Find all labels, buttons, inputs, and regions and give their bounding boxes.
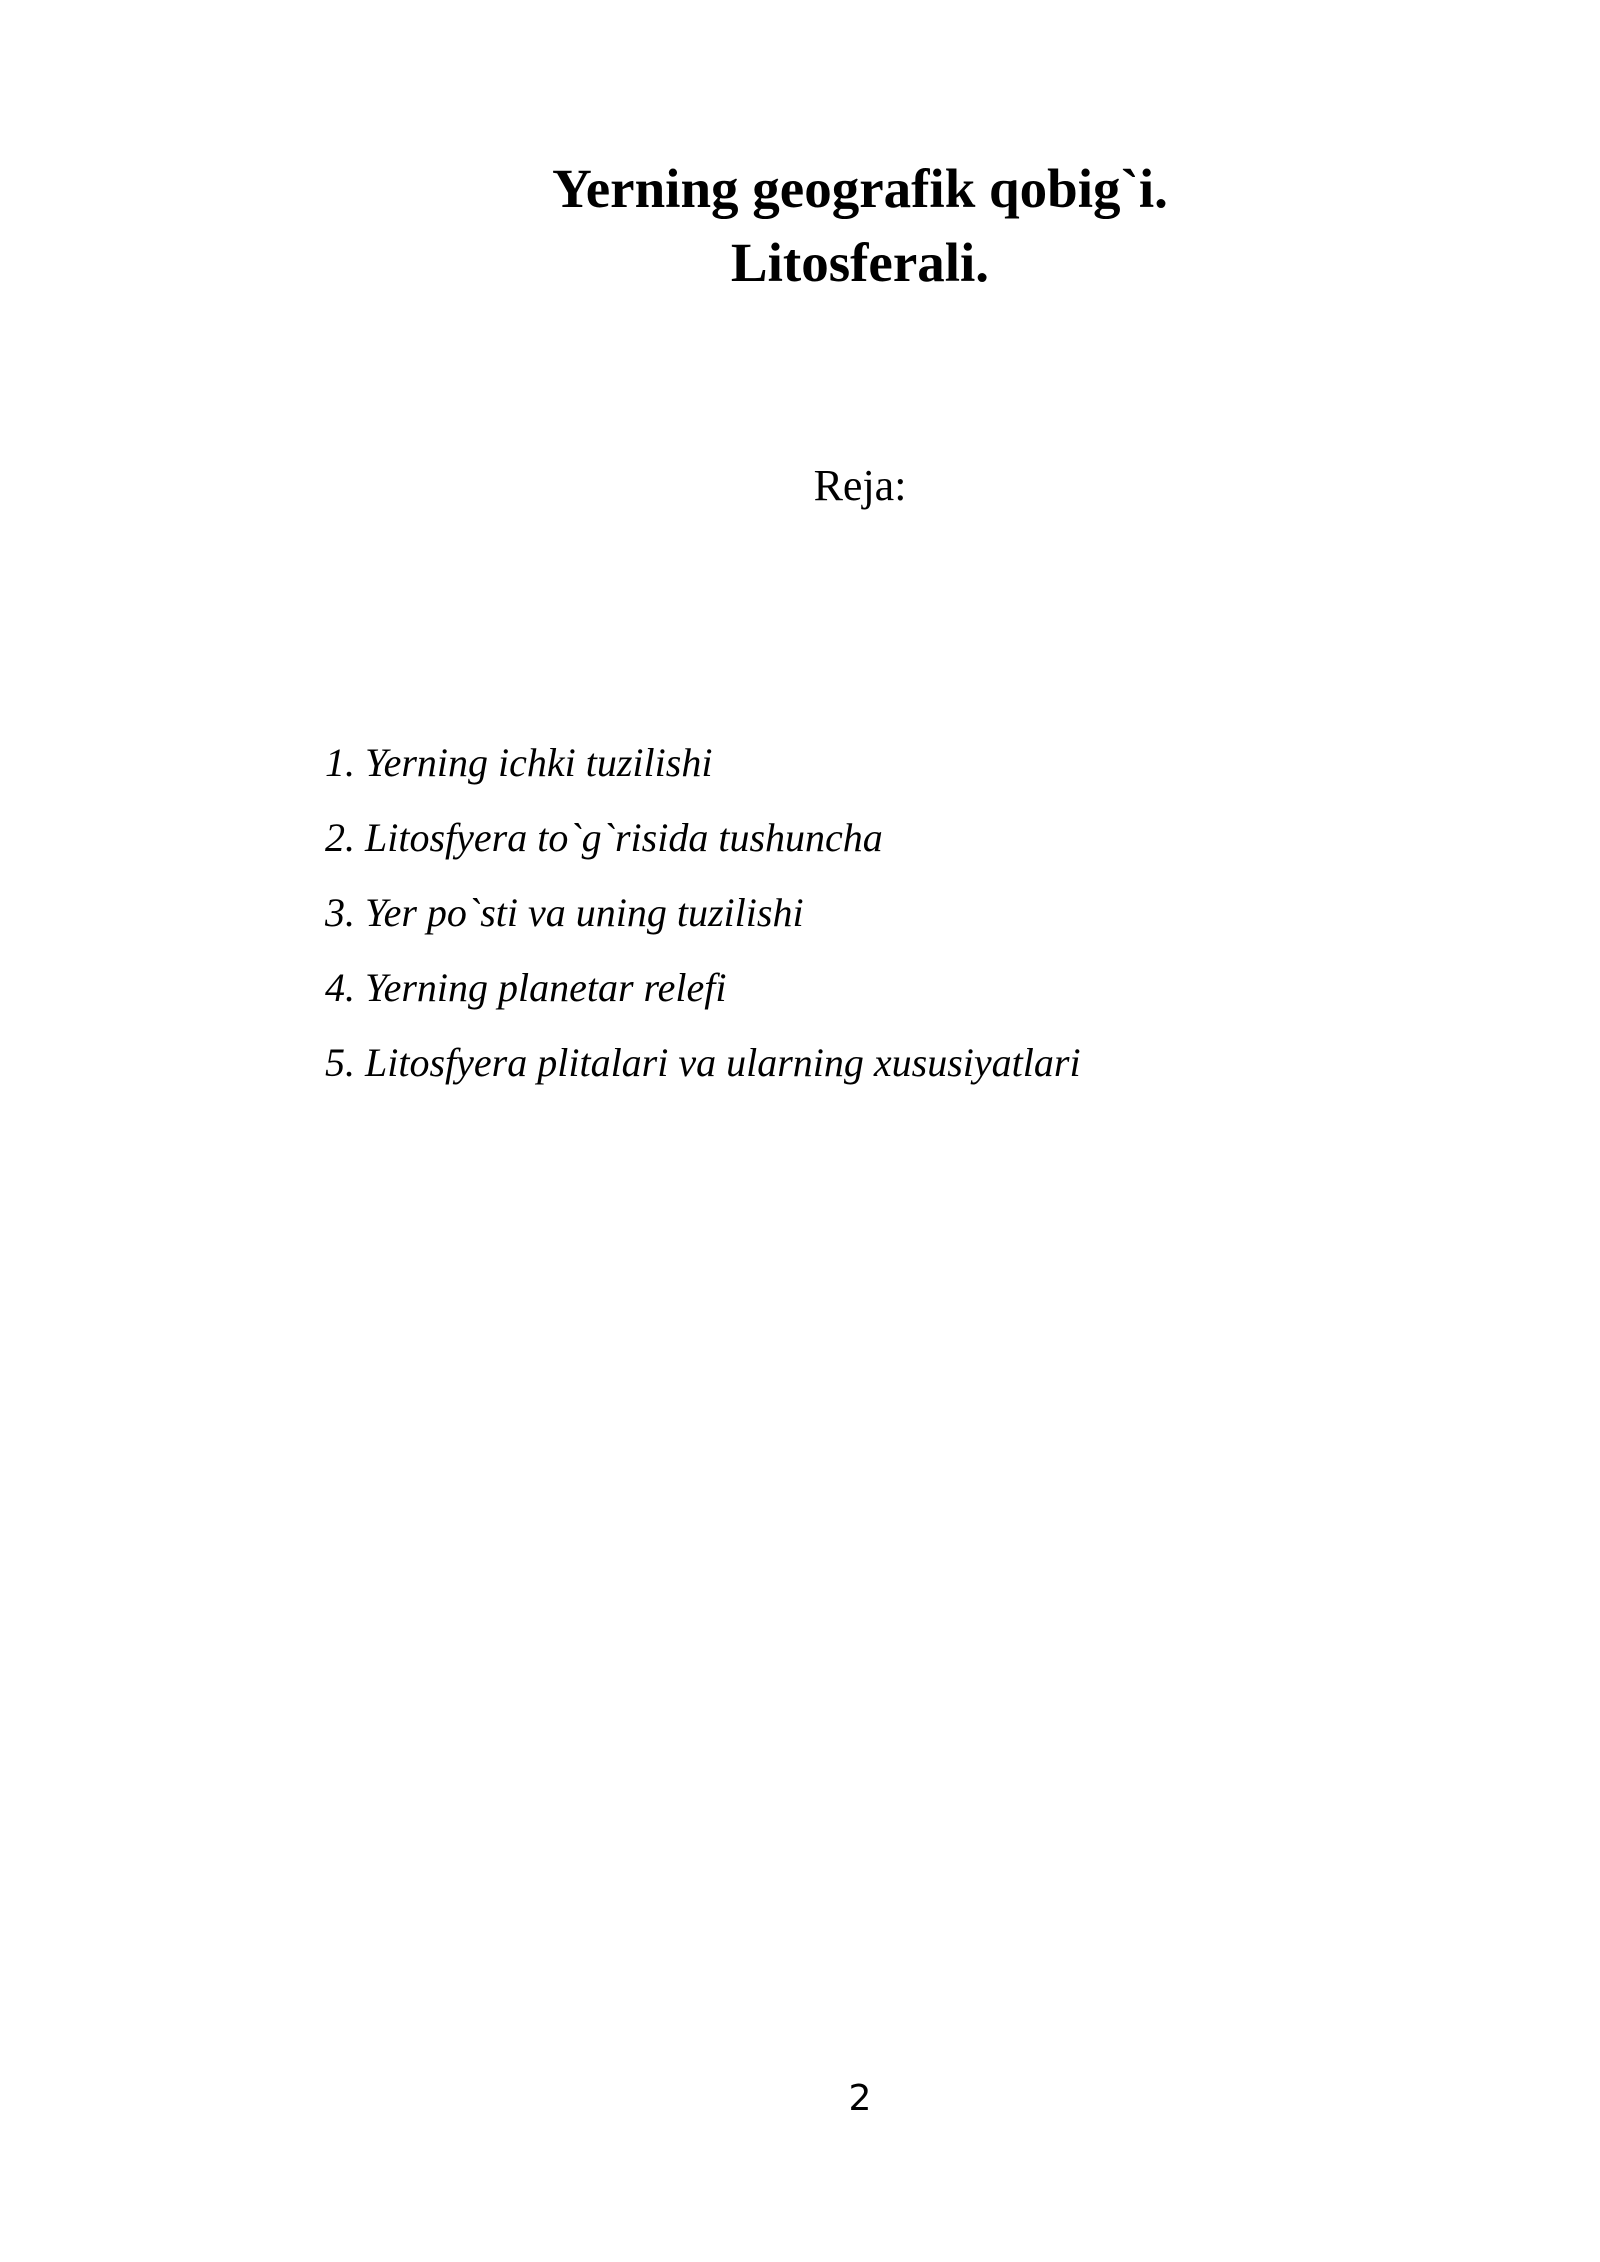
title-line-2: Litosferali. [730,232,990,293]
page-number: 2 [848,2078,872,2119]
plan-item-1: 1. Yerning ichki tuzilishi [325,740,713,785]
plan-item-5: 5. Litosfyera plitalari va ularning xususiyatlari [325,1040,1081,1085]
page-title [0,152,1600,300]
plan-heading: Reja: [813,461,907,510]
title-line-1: Yerning geografik qobig`i. [552,158,1168,219]
plan-item-4: 4. Yerning planetar relefi [325,965,727,1010]
plan-list [325,735,1081,1110]
plan-item-2: 2. Litosfyera to`g`risida tushuncha [325,815,883,860]
plan-item-3: 3. Yer po`sti va uning tuzilishi [325,890,804,935]
